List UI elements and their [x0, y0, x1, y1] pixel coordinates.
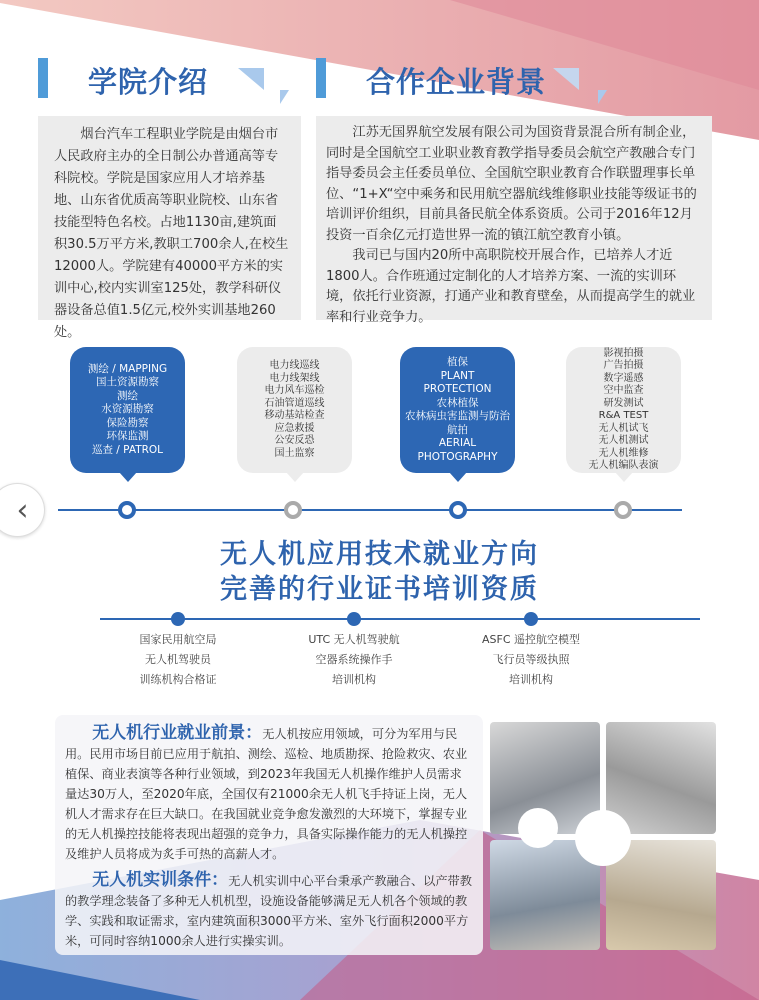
partner-section-title: 合作企业背景	[366, 65, 547, 99]
bubble-item: 水资源勘察	[101, 403, 154, 416]
bubble-item: 环保监测	[106, 430, 149, 443]
triangle-decoration-icon	[598, 90, 607, 104]
headline-line-2: 完善的行业证书培训资质	[220, 574, 539, 605]
bubble-item: 农林植保	[436, 396, 479, 409]
career-bubble-mapping	[70, 347, 185, 473]
cert-asfc	[451, 630, 611, 690]
college-section-title: 学院介绍	[88, 65, 209, 99]
bubble-item: 航拍	[447, 423, 468, 436]
bubble-item: PLANT	[440, 369, 475, 382]
cert-text: 空器系统操作手	[315, 653, 393, 666]
bubble-item: 研发测试	[603, 397, 644, 409]
headline-line-1: 无人机应用技术就业方向	[220, 539, 539, 570]
cert-text: ASFC 遥控航空模型	[481, 633, 580, 646]
cert-utc	[274, 630, 434, 690]
timeline-node	[284, 501, 302, 519]
bubble-item: AERIAL	[438, 437, 477, 449]
bubble-item: 保险勘察	[106, 416, 149, 429]
career-bubble-plant-protection	[400, 347, 515, 473]
bubble-item: 应急救援	[274, 422, 315, 434]
chevron-left-icon: ‹	[16, 492, 29, 528]
bubble-item: 植保	[447, 356, 468, 368]
bubble-item: 数字遥感	[603, 372, 644, 384]
cert-text: 飞行员等级执照	[492, 653, 570, 666]
bubble-item: 无人机试飞	[598, 422, 649, 434]
bubble-item: 石油管道巡线	[264, 397, 325, 409]
timeline-line	[58, 509, 682, 511]
bubble-item: 空中监查	[603, 385, 644, 396]
cert-text: 国家民用航空局	[139, 633, 217, 646]
bubble-item: PROTECTION	[423, 383, 492, 395]
cert-line	[100, 618, 700, 620]
partner-intro-paragraph: 我司已与国内20所中高职院校开展合作，已培养人才近1800人。合作班通过定制化的人才培养方案、一流的实训环境，依托行业资源，打通产业和教育壁垒，从而提高学生的就业率和行业竞争力。	[326, 248, 696, 325]
prospects-heading: 无人机行业就业前景：	[92, 723, 263, 743]
college-intro-text: 烟台汽车工程职业学院是由烟台市人民政府主办的全日制公办普通高等专科院校。学院是国家应用人才培养基地、山东省优质高等职业院校、山东省技能型特色名校。占地1130亩,建筑面积30.5万平方米,教职工700余人,在校生12000人。学院建有40000平方米的实训中心,校内实训室125处，教学科研仪器设备总值1.5亿元,校外实训基地260处。	[54, 127, 289, 340]
cert-text: 培训机构	[332, 673, 376, 686]
bubble-item: 农林病虫害监测与防治	[405, 410, 510, 422]
cert-node	[524, 612, 538, 626]
bubble-item: 电力风车巡检	[264, 385, 325, 396]
prospects-text: 无人机按应用领域，可分为军用与民用。民用市场目前已应用于航拍、测绘、巡检、地质勘探、抢险救灾、农业植保、商业表演等各种行业领域，到2023年我国无人机操作维护人员需求量达30万人，至2020年底，全国仅有21000余无人机飞手持证上岗，无人机人才需求存在巨大缺口。在我国就业竞争愈发激烈的大环境下，掌握专业的无人机操控技能将表现出超强的竞争力，具备实际操作能力的无人机操控及维护人员将成为炙手可热的高薪人才。	[65, 727, 468, 861]
drone-info-box	[55, 715, 483, 955]
training-paragraph	[65, 870, 473, 951]
bubble-item: 电力线巡线	[269, 360, 320, 371]
bubble-item: 国土监察	[274, 447, 315, 459]
bubble-item: 影视拍摄	[603, 347, 644, 359]
triangle-decoration-icon	[238, 68, 264, 90]
cert-text: 无人机驾驶员	[145, 653, 211, 666]
career-bubble-inspection	[237, 347, 352, 473]
cert-caac	[98, 630, 258, 690]
partner-intro-box	[316, 116, 712, 325]
prospects-paragraph	[65, 723, 473, 864]
puzzle-joint-decoration	[575, 810, 631, 866]
bubble-item: 测绘	[117, 389, 138, 402]
bubble-item: 无人机编队表演	[588, 460, 659, 471]
timeline-node	[449, 501, 467, 519]
career-bubble-film-test	[566, 347, 681, 473]
bubble-item: 电力线架线	[269, 372, 320, 384]
cert-text: UTC 无人机驾驶航	[308, 633, 400, 646]
cert-node	[347, 612, 361, 626]
cert-node	[171, 612, 185, 626]
section-bar-icon	[38, 58, 48, 98]
cert-text: 培训机构	[509, 673, 553, 686]
bubble-item: 国土资源勘察	[96, 376, 159, 389]
bubble-item: PHOTOGRAPHY	[417, 450, 498, 463]
section-bar-icon	[316, 58, 326, 98]
timeline-node	[614, 501, 632, 519]
bubble-item: 无人机测试	[598, 435, 649, 446]
bubble-item: 移动基站检查	[264, 410, 325, 421]
bubble-item: 广告拍摄	[603, 360, 644, 371]
bubble-item: 巡查 / PATROL	[91, 443, 164, 456]
training-text: 无人机实训中心平台秉承产教融合、以产带教的教学理念装备了多种无人机机型，设施设备能够满足无人机各个领域的教学、实践和取证需求，室内建筑面积3000平方米、室外飞行面积2000平方米，可同时容纳1000余人进行实操实训。	[65, 874, 472, 948]
puzzle-joint-decoration	[518, 808, 558, 848]
bubble-item: 测绘 / MAPPING	[87, 362, 168, 375]
bubble-item: R&A TEST	[598, 410, 649, 421]
triangle-decoration-icon	[553, 68, 579, 90]
triangle-decoration-icon	[280, 90, 289, 104]
college-intro-box	[38, 116, 301, 340]
partner-intro-paragraph: 江苏无国界航空发展有限公司为国资背景混合所有制企业，同时是全国航空工业职业教育教学指导委员会航空产教融合专门指导委员会主任委员单位、全国航空职业教育合作联盟理事长单位、“1+X“空中乘务和民用航空器航线维修职业技能等级证书的培训评价组织，目前具备民航全体系资质。公司于2016年12月投资一百余亿元打造世界一流的镇江航空教育小镇。	[326, 125, 697, 243]
bubble-item: 公安反恐	[274, 435, 315, 446]
training-heading: 无人机实训条件：	[92, 870, 229, 890]
bubble-item: 无人机维修	[598, 447, 649, 459]
timeline-node	[118, 501, 136, 519]
cert-text: 训练机构合格证	[139, 673, 217, 686]
